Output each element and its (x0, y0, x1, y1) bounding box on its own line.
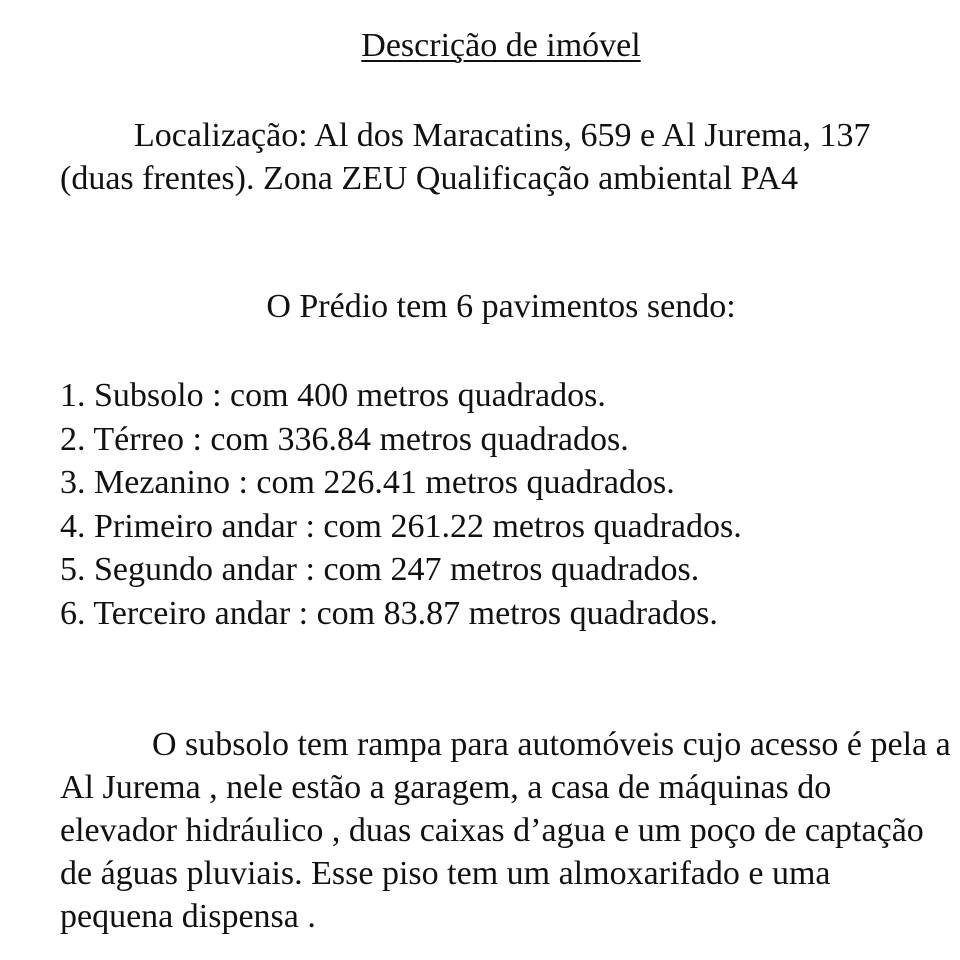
floor-item: 3. Mezanino : com 226.41 metros quadrados. (60, 464, 675, 502)
floor-item: 2. Térreo : com 336.84 metros quadrados. (60, 420, 629, 458)
document-title: Descrição de imóvel (361, 27, 641, 64)
floor-item: 4. Primeiro andar : com 261.22 metros quadrados. (60, 507, 742, 545)
floor-item: 6. Terceiro andar : com 83.87 metros quadrados. (60, 594, 718, 632)
basement-paragraph: O subsolo tem rampa para automóveis cujo acesso é pela a Al Jurema , nele estão a garagem, a casa de máquinas do elevador hidráulico , duas caixas d’agua e um poço de captação de águas pluviais. Esse piso tem um almoxarifado e uma pequena dispensa . (60, 726, 951, 935)
floors-intro: O Prédio tem 6 pavimentos sendo: (266, 288, 736, 325)
location-paragraph: Localização: Al dos Maracatins, 659 e Al Jurema, 137 (duas frentes). Zona ZEU Qualificação ambiental PA4 (60, 117, 871, 197)
floor-item: 5. Segundo andar : com 247 metros quadrados. (60, 551, 700, 589)
floor-item: 1. Subsolo : com 400 metros quadrados. (60, 377, 606, 414)
floor-list (60, 374, 742, 636)
